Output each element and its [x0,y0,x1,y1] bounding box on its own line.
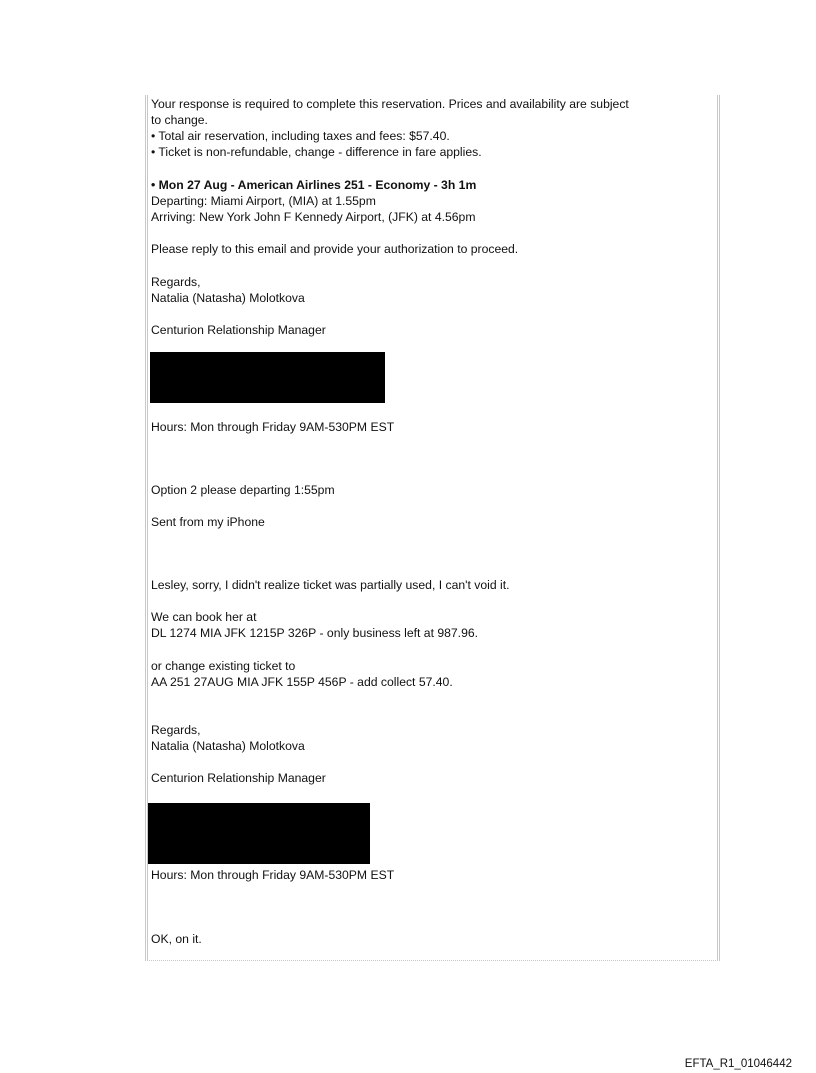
departing-line: Departing: Miami Airport, (MIA) at 1.55pm [151,194,376,208]
office-hours: Hours: Mon through Friday 9AM-530PM EST [151,420,395,434]
signer-title: Centurion Relationship Manager [151,771,326,785]
signer-title: Centurion Relationship Manager [151,323,326,337]
reservation-notice-line2: to change. [151,113,208,127]
delta-option-line: DL 1274 MIA JFK 1215P 326P - only business left at 987.96. [151,626,479,640]
book-intro-line: We can book her at [151,610,257,624]
signer-name: Natalia (Natasha) Molotkova [151,739,305,753]
signer-name: Natalia (Natasha) Molotkova [151,291,305,305]
total-fare-bullet: • Total air reservation, including taxes and fees: $57.40. [151,129,450,143]
redaction-block [150,352,385,403]
iphone-signature: Sent from my iPhone [151,515,265,529]
arriving-line: Arriving: New York John F Kennedy Airport, (JFK) at 4.56pm [151,210,476,224]
regards: Regards, [151,275,201,289]
flight-heading: • Mon 27 Aug - American Airlines 251 - Economy - 3h 1m [151,178,477,192]
reply-option-2: Option 2 please departing 1:55pm [151,483,335,497]
aa-option-line: AA 251 27AUG MIA JFK 155P 456P - add collect 57.40. [151,675,453,689]
change-intro-line: or change existing ticket to [151,659,296,673]
ok-reply: OK, on it. [151,932,202,946]
reservation-notice-line1: Your response is required to complete this reservation. Prices and availability are subject [151,97,629,111]
void-apology-line: Lesley, sorry, I didn't realize ticket was partially used, I can't void it. [151,578,510,592]
regards: Regards, [151,723,201,737]
document-id: EFTA_R1_01046442 [684,1058,792,1070]
redaction-block [148,803,370,864]
refund-policy-bullet: • Ticket is non-refundable, change - difference in fare applies. [151,145,482,159]
reply-request: Please reply to this email and provide your authorization to proceed. [151,242,519,256]
office-hours: Hours: Mon through Friday 9AM-530PM EST [151,868,395,882]
